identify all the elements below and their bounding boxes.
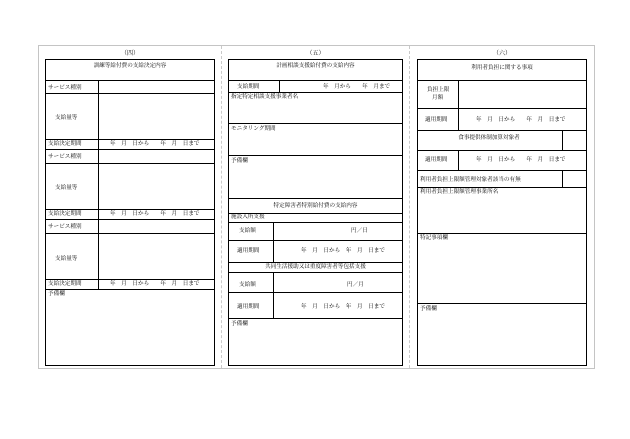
panel-title: 利用者負担に関する事項 (471, 65, 533, 71)
period-value: 年 月 日から 年 月 日まで (110, 211, 200, 217)
period-label: 支給決定期間 (48, 141, 82, 147)
period-value: 年 月 日から 年 月 日まで (110, 141, 200, 147)
meal-provision-label: 食事提供体制加算対象者 (458, 135, 520, 141)
panel-user-burden (417, 59, 587, 366)
burden-cap-label: 負担上限 (427, 87, 450, 93)
remarks-label: 予備欄 (231, 321, 248, 327)
amount-value: 円／日 (351, 228, 368, 234)
apply-period-value: 年 月 日から 年 月 日まで (301, 248, 385, 254)
apply-period-label: 適用期間 (237, 248, 260, 254)
remarks-label: 予備欄 (420, 306, 437, 312)
fold-line-1 (221, 46, 222, 368)
amount-label: 支給額 (239, 228, 256, 234)
remarks-label: 予備欄 (48, 291, 65, 297)
remarks-label: 予備欄 (231, 158, 248, 164)
period-label: 支給期間 (237, 84, 260, 90)
panel-title: 訓練等給付費の支給決定内容 (93, 63, 167, 69)
service-type-label: サービス種別 (48, 224, 82, 230)
column-five-heading: （五） (306, 50, 325, 57)
service-type-label: サービス種別 (48, 154, 82, 160)
special-benefit-title: 特定障害者特別給付費の支給内容 (273, 203, 358, 209)
cap-management-office-label: 利用者負担上限額管理事業所名 (420, 189, 499, 195)
apply-period-value: 年 月 日から 年 月 日まで (476, 157, 566, 163)
certificate-sheet (38, 45, 595, 369)
period-value: 年 月 日から 年 月 日まで (110, 281, 200, 287)
period-label: 支給決定期間 (48, 211, 82, 217)
special-notes-label: 特記事項欄 (420, 235, 448, 241)
period-value: 年 月から 年 月まで (323, 84, 391, 90)
apply-period-value: 年 月 日から 年 月 日まで (301, 304, 385, 310)
column-six-heading: （六） (492, 50, 511, 57)
panel-plan-consultation (228, 59, 403, 366)
fold-line-2 (409, 46, 410, 368)
facility-support-label: 施設入所支援 (231, 214, 265, 220)
amount-label: 支給額 (239, 282, 256, 288)
cap-management-target-label: 利用者負担上限額管理対象者該当の有無 (420, 177, 521, 183)
amount-value: 円／月 (347, 282, 364, 288)
column-four-heading: （四） (120, 50, 139, 57)
apply-period-label: 適用期間 (425, 157, 448, 163)
burden-cap-label-2: 月額 (432, 95, 444, 101)
provider-label: 指定特定相談支援事業者名 (231, 94, 299, 100)
period-label: 支給決定期間 (48, 281, 82, 287)
group-living-title: 共同生活援助又は重度障害者等包括支援 (265, 264, 366, 270)
amount-label: 支給量等 (55, 115, 78, 121)
apply-period-value: 年 月 日から 年 月 日まで (476, 117, 566, 123)
panel-title: 計画相談支援給付費の支給内容 (276, 63, 355, 69)
apply-period-label: 適用期間 (237, 304, 260, 310)
amount-label: 支給量等 (55, 185, 78, 191)
panel-training-benefit (45, 59, 215, 366)
apply-period-label: 適用期間 (425, 117, 448, 123)
service-type-label: サービス種別 (48, 85, 82, 91)
monitoring-label: モニタリング期間 (231, 126, 276, 132)
amount-label: 支給量等 (55, 256, 78, 262)
